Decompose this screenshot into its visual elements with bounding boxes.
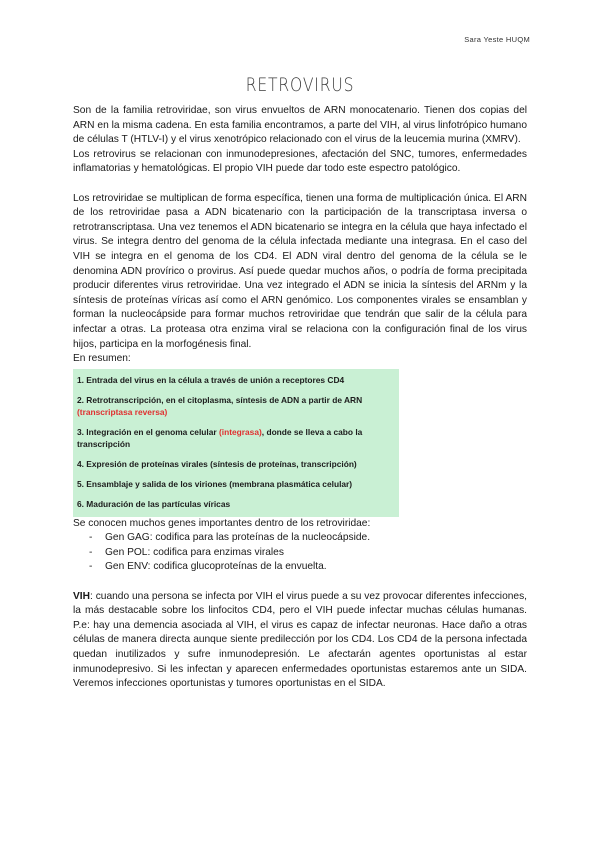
step-2-text: 2. Retrotranscripción, en el citoplasma, síntesis de ADN a partir de ARN [77, 394, 363, 405]
gene-env: - Gen ENV: codifica glucoproteínas de la envuelta. [89, 560, 527, 575]
step-2-enzyme: (transcriptasa reversa) [77, 406, 168, 417]
page-title: RETROVIRUS [245, 74, 355, 96]
step-3-enzyme: (integrasa) [218, 426, 262, 437]
vih-paragraph [73, 590, 527, 692]
step-1: 1. Entrada del virus en la célula a través de unión a receptores CD4 [77, 374, 345, 385]
gene-pol: - Gen POL: codifica para enzimas virales [89, 546, 527, 561]
genes-intro: Se conocen muchos genes importantes dentro de los retroviridae: [73, 517, 371, 529]
spacer [73, 177, 527, 192]
step-5: 5. Ensamblaje y salida de los viriones (membrana plasmática celular) [77, 478, 353, 489]
summary-steps-box [73, 369, 399, 517]
step-4: 4. Expresión de proteínas virales (síntesis de proteínas, transcripción) [77, 458, 357, 469]
step-2 [77, 391, 393, 423]
gene-gag: - Gen GAG: codifica para las proteínas de la nucleocápside. [89, 531, 527, 546]
author-name: Sara Yeste HUQM [464, 35, 530, 44]
summary-label: En resumen: [73, 353, 131, 365]
genes-list [73, 531, 527, 575]
document-body [73, 104, 527, 692]
intro-paragraph-1: Son de la familia retroviridae, son virus envueltos de ARN monocatenario. Tienen dos copias del ARN en la misma cadena. En esta familia encontramos, a parte del VIH, al virus linfotrópico humano de células T (HTLV-I) y el virus xenotrópico relacionado con el virus de la leucemia murina (XMRV). [73, 105, 527, 146]
step-3 [77, 423, 393, 455]
vih-label: VIH [73, 590, 90, 602]
step-3-text-end: , donde se lleva a cabo la transcripción [77, 426, 363, 449]
step-6: 6. Maduración de las partículas víricas [77, 498, 231, 509]
multiplication-paragraph: Los retroviridae se multiplican de forma específica, tienen una forma de multiplicación única. El ARN de los retroviridae pasa a ADN bicatenario con la participación de la transcriptasa inversa o retrotranscriptasa. Una vez tenemos el ADN bicatenario se integra en la célula que haya infectado el virus. Se integra dentro del genoma de la célula infectada mediante una integrasa. En el caso del VIH se integra en el genoma de los CD4. El ADN viral dentro del genoma de la célula se le denomina ADN provírico o provirus. Así puede quedar muchos años, o podría de forma precipitada producir diferentes virus retroviridae. Una vez integrado el ADN se inicia la síntesis del ARNm y la síntesis de proteínas víricas así como el ARN genómico. Los componentes virales se ensamblan y forman la nucleocápside para formar muchos retroviridae que tendrán que salir de la célula para infectar a otras. La proteasa otra enzima viral se relaciona con la configuración final de los virus hijos, participa en la morfogénesis final. [73, 192, 527, 350]
intro-paragraph-2: Los retrovirus se relacionan con inmunodepresiones, afectación del SNC, tumores, enfermedades inflamatorias y hematológicas. El propio VIH puede dar todo este espectro patológico. [73, 148, 527, 175]
spacer [73, 575, 527, 590]
vih-text: : cuando una persona se infecta por VIH el virus puede a su vez provocar diferentes infecciones, la más destacable sobre los linfocitos CD4, pero el VIH puede infectar muchas células humanas. P.e: hay una demencia asociada al VIH, el virus es capaz de infectar neuronas. Hace daño a otras células de manera directa aunque siente predilección por los CD4. Los CD4 de la persona infectada quedan inutilizados y sufre inmunodepresión. Le afectarán agentes oportunistas al estar inmunodepresivo. Si les infectan y aparecen enfermedades oportunistas estaremos ante un SIDA. Veremos infecciones oportunistas y tumores oportunistas en el SIDA. [73, 590, 527, 690]
step-3-text: 3. Integración en el genoma celular [77, 426, 219, 437]
